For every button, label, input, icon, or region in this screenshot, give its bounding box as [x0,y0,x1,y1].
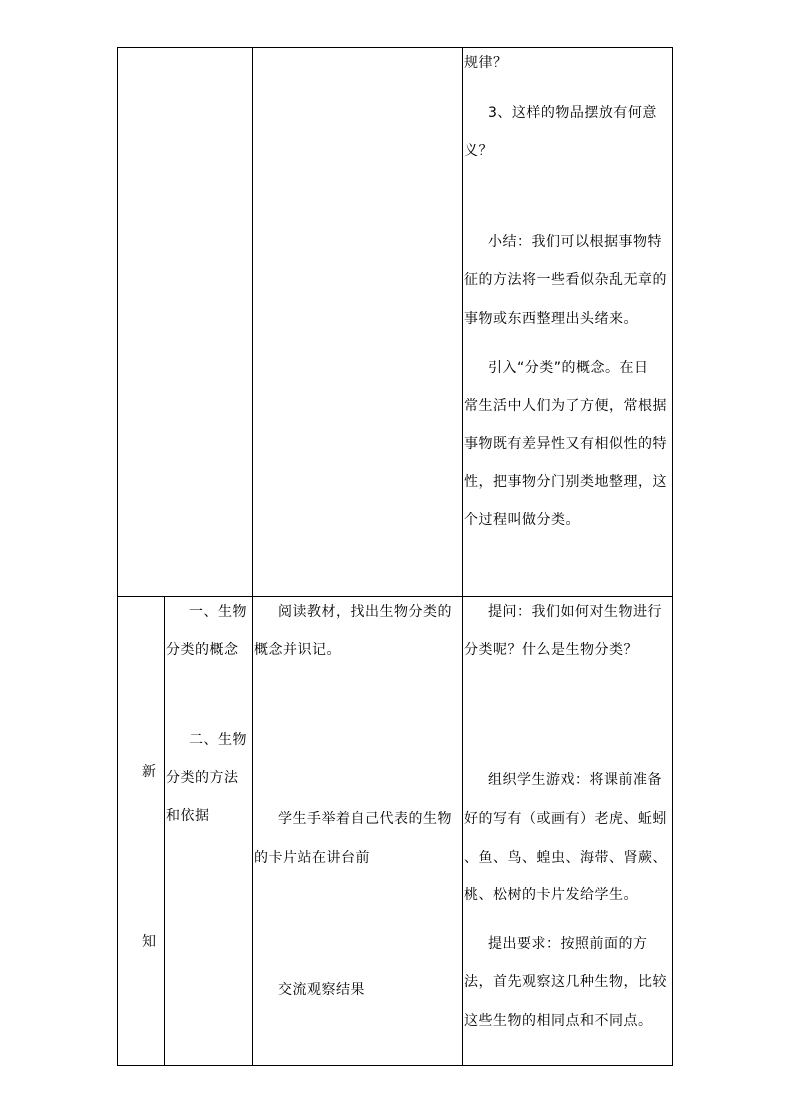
student-text-line: 交流观察结果 [278,982,365,998]
topic-text-line: 分类的概念 [166,642,239,658]
teacher-text-line: 个过程叫做分类。 [464,512,580,528]
teacher-text-line: 事物或东西整理出头绪来。 [464,311,638,327]
teacher-text-line: 义？ [464,143,493,159]
topic-text-line: 分类的方法 [166,770,239,786]
section-label-char: 新 [142,764,157,780]
teacher-text-line: 组织学生游戏：将课前准备 [488,772,662,788]
teacher-text-line: 常生活中人们为了方便，常根据 [464,398,667,414]
topic-text-line: 和依据 [166,808,210,824]
teacher-text-line: 、鱼、鸟、蝗虫、海带、肾蕨、 [464,850,667,866]
teacher-text-line: 引入“分类”的概念。在日 [488,360,649,376]
student-col-divider [462,47,463,1066]
label-col-divider [164,596,165,1066]
section-label-char: 知 [142,934,157,950]
student-text-line: 的卡片站在讲台前 [254,850,370,866]
table-top-border [117,47,673,48]
row-divider [117,596,673,597]
teacher-text-line: 好的写有（或画有）老虎、蚯蚓 [464,811,667,827]
topic-col-divider [252,47,253,1066]
teacher-text-line: 事物既有差异性又有相似性的特 [464,436,667,452]
topic-text-line: 二、生物 [189,732,247,748]
table-bottom-border [117,1065,673,1066]
topic-text-line: 一、生物 [189,604,247,620]
teacher-text-line: 桃、松树的卡片发给学生。 [464,887,638,903]
table-right-border [672,47,673,1066]
teacher-text-line: 提问：我们如何对生物进行 [488,604,662,620]
student-text-line: 阅读教材，找出生物分类的 [278,604,452,620]
teacher-text-line: 提出要求：按照前面的方 [488,936,648,952]
student-text-line: 概念并识记。 [254,642,341,658]
teacher-text-line: 这些生物的相同点和不同点。 [464,1013,653,1029]
teacher-text-line: 性，把事物分门别类地整理，这 [464,474,667,490]
teacher-text-line: 法，首先观察这几种生物，比较 [464,974,667,990]
table-left-border [117,47,118,1066]
teacher-text-line: 规律？ [464,55,508,71]
teacher-text-line: 征的方法将一些看似杂乱无章的 [464,272,667,288]
teacher-text-line: 分类呢？什么是生物分类？ [464,642,638,658]
student-text-line: 学生手举着自己代表的生物 [278,811,452,827]
teacher-text-line: 小结：我们可以根据事物特 [488,234,662,250]
teacher-text-line: 3、这样的物品摆放有何意 [488,105,657,121]
